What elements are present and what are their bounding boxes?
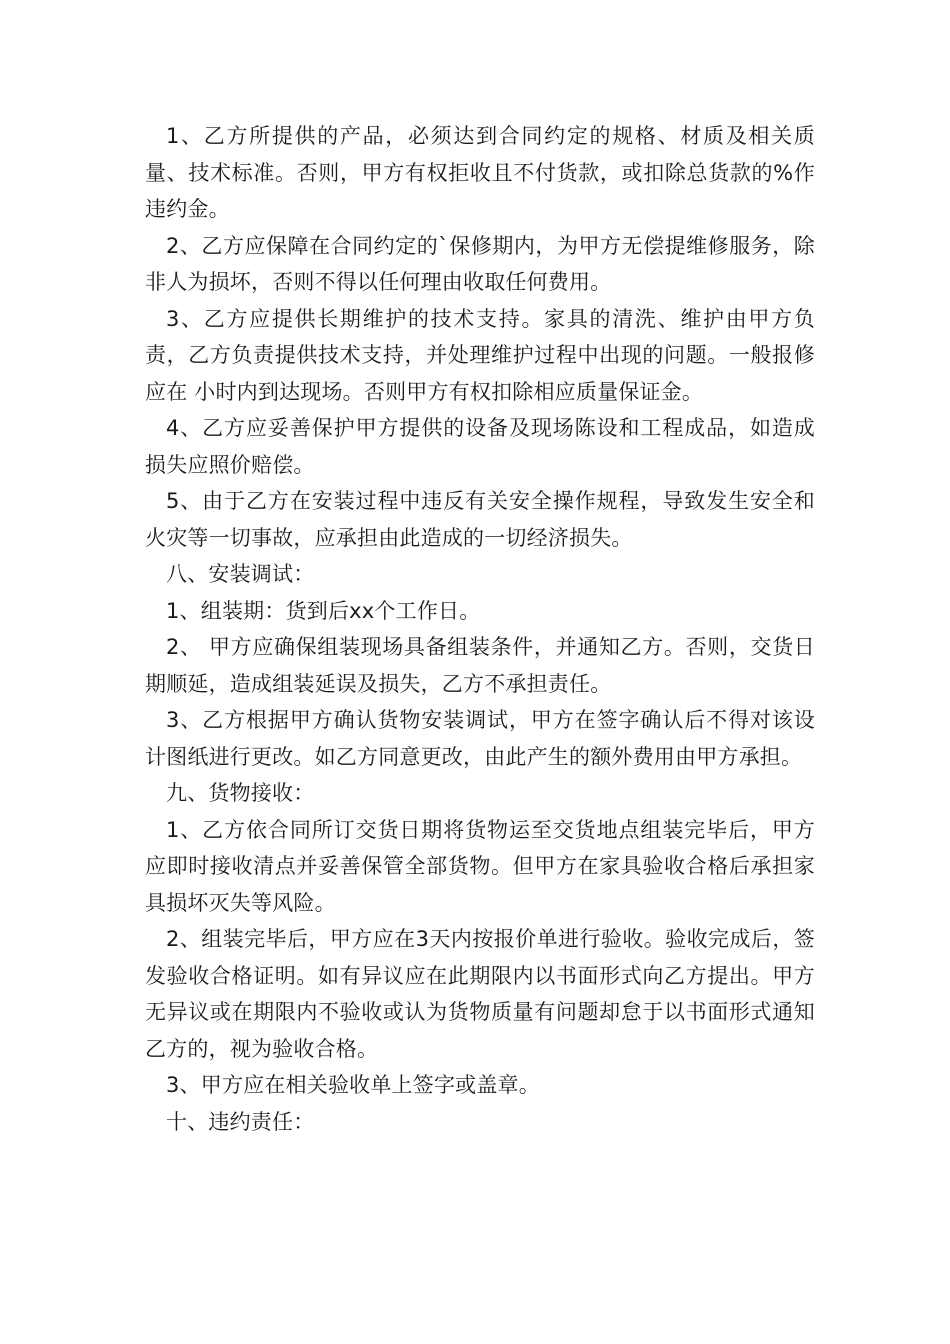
- section-heading-liability: 十、违约责任：: [166, 1109, 315, 1134]
- clause-sign-receipt: 3、甲方应在相关验收单上签字或盖章。: [166, 1073, 540, 1097]
- clause-inspection: 2、组装完毕后，甲方应在3天内按报价单进行验收。验收完成后，签发验收合格证明。如有异议应在此期限内以书面形式向乙方提出。甲方无异议或在期限内不验收或认为货物质量有问题却怠于以书面形式通知乙方的，视为验收合格。: [145, 927, 815, 1061]
- clause-receive-goods: 1、乙方依合同所订交货日期将货物运至交货地点组装完毕后，甲方应即时接收清点并妥善保管全部货物。但甲方在家具验收合格后承担家具损坏灭失等风险。: [145, 817, 815, 915]
- clause-warranty-service: 2、乙方应保障在合同约定的`保修期内，为甲方无偿提维修服务，除非人为损坏，否则不得以任何理由收取任何费用。: [145, 233, 815, 294]
- section-heading-acceptance: 九、货物接收：: [166, 781, 315, 805]
- section-heading-installation: 八、安装调试：: [166, 562, 315, 586]
- clause-safety-liability: 5、由于乙方在安装过程中违反有关安全操作规程，导致发生安全和火灾等一切事故，应承担由此造成的一切经济损失。: [145, 489, 815, 550]
- clause-protect-equipment: 4、乙方应妥善保护甲方提供的设备及现场陈设和工程成品，如造成损失应照价赔偿。: [145, 416, 815, 477]
- clause-maintenance-support: 3、乙方应提供长期维护的技术支持。家具的清洗、维护由甲方负责，乙方负责提供技术支持，并处理维护过程中出现的问题。一般报修应在 小时内到达现场。否则甲方有权扣除相应质量保证金。: [145, 306, 815, 404]
- clause-design-changes: 3、乙方根据甲方确认货物安装调试，甲方在签字确认后不得对该设计图纸进行更改。如乙方同意更改，由此产生的额外费用由甲方承担。: [145, 708, 815, 769]
- clause-site-conditions: 2、 甲方应确保组装现场具备组装条件，并通知乙方。否则，交货日期顺延，造成组装延误及损失，乙方不承担责任。: [145, 635, 815, 696]
- clause-assembly-period: 1、组装期：货到后xx个工作日。: [166, 598, 481, 623]
- document-body: [145, 118, 815, 1140]
- clause-quality-standard: 1、乙方所提供的产品，必须达到合同约定的规格、材质及相关质量、技术标准。否则，甲方有权拒收且不付货款，或扣除总货款的%作违约金。: [145, 124, 815, 221]
